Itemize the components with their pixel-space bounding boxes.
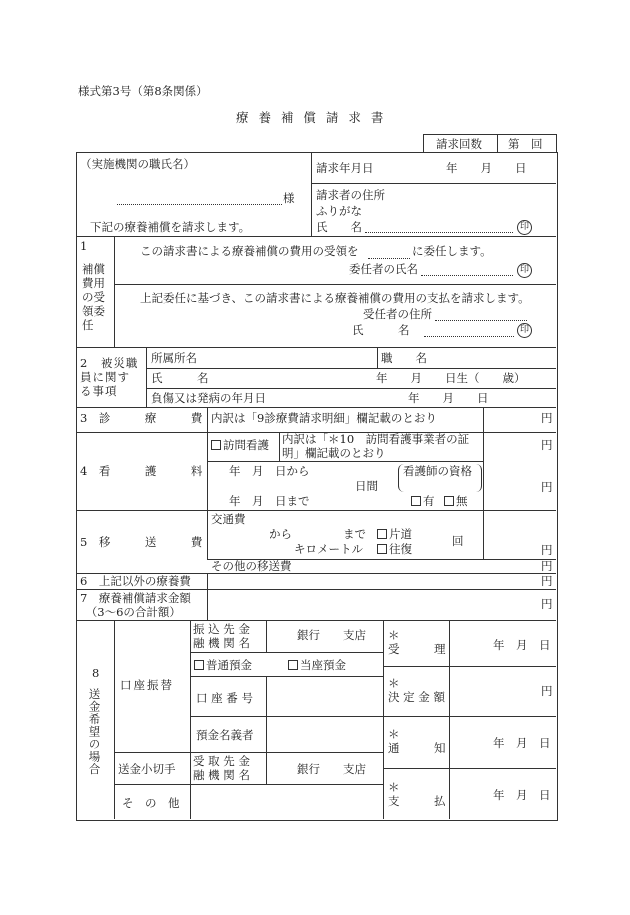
visiting-nursing-checkbox[interactable]: 訪問看護: [211, 440, 269, 452]
sec7-label: 7 療養補償請求金額 （3～6の合計額）: [80, 591, 191, 619]
injury-date-value[interactable]: 年 月 日: [408, 391, 489, 405]
delegatee-address-label: 受任者の住所: [363, 307, 432, 321]
seal-mark: 印: [517, 323, 532, 338]
dept-label: 所属所名: [151, 351, 197, 365]
account-number-label: 口 座 番 号: [196, 691, 253, 705]
period-from[interactable]: 年 月 日から: [229, 464, 310, 478]
form-title: 療 養 補 償 請 求 書: [236, 110, 387, 125]
decision-amount-label: ＊ 決 定 金 額: [388, 676, 445, 704]
sec8-number: 8: [92, 666, 100, 680]
period-to[interactable]: 年 月 日まで: [229, 494, 310, 508]
sec4-label: 4 看 護 料: [80, 464, 203, 478]
account-holder-label: 預金名義者: [196, 728, 254, 742]
address-label: 請求者の住所: [316, 188, 385, 202]
sec6-label: 6 上記以外の療養費: [80, 574, 191, 588]
yen-unit: 円: [541, 559, 553, 573]
sec3-label: 3 診 療 費: [80, 411, 203, 425]
delegator-name-field[interactable]: [421, 275, 513, 276]
receiving-bank-label: 受 取 先 金 融 機 関 名: [193, 754, 250, 782]
delegatee-name-field[interactable]: [424, 336, 514, 337]
roundtrip-checkbox[interactable]: 往復: [377, 544, 412, 556]
current-deposit-checkbox[interactable]: 当座預金: [288, 660, 346, 672]
sec8-label: 送金希望の場合: [87, 688, 102, 776]
yen-unit: 円: [541, 597, 553, 611]
org-name-field[interactable]: [117, 204, 282, 205]
payment-label: ＊ 支 払: [388, 780, 446, 808]
other-label: そ の 他: [122, 796, 180, 810]
seal-mark: 印: [517, 220, 532, 235]
qualification-yes[interactable]: 有: [411, 496, 435, 508]
other-transport-label: その他の移送費: [211, 559, 292, 573]
times-label: 回: [452, 534, 464, 548]
sec3-detail: 内訳は「9診療費請求明細」欄記載のとおり: [211, 411, 437, 425]
sec1-number: 1: [80, 239, 88, 253]
yen-unit: 円: [541, 574, 553, 588]
sec5-label: 5 移 送 費: [80, 535, 203, 549]
furigana-label: ふりがな: [316, 204, 362, 218]
injury-date-label: 負傷又は発病の年月日: [151, 391, 266, 405]
qualification-no[interactable]: 無: [444, 496, 468, 508]
transport-to[interactable]: まで: [343, 527, 366, 541]
transport-label: 交通費: [211, 512, 246, 526]
visiting-detail: 内訳は「＊10 訪問看護事業者の証 明」欄記載のとおり: [282, 432, 470, 460]
yen-unit: 円: [541, 684, 553, 698]
bank-label: 振 込 先 金 融 機 関 名: [193, 622, 250, 650]
sec1-line1b: に委任します。: [412, 244, 492, 258]
receipt-date[interactable]: 年 月 日: [493, 638, 551, 652]
employee-name-label: 氏 名: [151, 371, 209, 385]
sec2-label: 2 被災職 員に関す る事項: [80, 356, 139, 398]
sec1-line2: 上記委任に基づき、この請求書による療養補償の費用の支払を請求します。: [140, 291, 530, 305]
birth-date-value[interactable]: 年 月 日生（ 歳）: [376, 371, 526, 385]
delegatee-name-label: 氏 名: [352, 323, 410, 337]
qualification-label: 看護師の資格: [403, 464, 472, 478]
count-value: 第 回: [508, 137, 543, 151]
seal-mark: 印: [517, 263, 532, 278]
transport-from[interactable]: から: [269, 527, 292, 541]
delegate-field[interactable]: [368, 258, 410, 259]
org-label: （実施機関の職氏名）: [80, 157, 195, 171]
delegatee-address-field[interactable]: [435, 320, 527, 321]
yen-unit: 円: [541, 543, 553, 557]
claimant-name-field[interactable]: [365, 232, 513, 233]
yen-unit: 円: [541, 438, 553, 452]
request-date-label: 請求年月日: [316, 161, 374, 175]
position-label: 職 名: [381, 351, 427, 365]
request-date-value[interactable]: 年 月 日: [446, 161, 527, 175]
yen-unit: 円: [541, 480, 553, 494]
km-label: キロメートル: [294, 542, 363, 556]
bank-value[interactable]: 銀行 支店: [297, 628, 366, 642]
oneway-checkbox[interactable]: 片道: [377, 529, 412, 541]
request-text: 下記の療養補償を請求します。: [90, 220, 251, 234]
form-number: 様式第3号（第8条関係）: [78, 84, 208, 98]
notice-date[interactable]: 年 月 日: [493, 736, 551, 750]
receiving-bank-value[interactable]: 銀行 支店: [297, 762, 366, 776]
yen-unit: 円: [541, 411, 553, 425]
delegator-label: 委任者の氏名: [349, 262, 418, 276]
sec1-label: 補償 費用 の受 領委 任: [82, 262, 105, 332]
name-label: 氏 名: [316, 220, 362, 234]
receipt-label: ＊ 受 理: [388, 628, 446, 656]
sama-label: 様: [283, 191, 295, 205]
money-order-label: 送金小切手: [118, 762, 176, 776]
payment-date[interactable]: 年 月 日: [493, 788, 551, 802]
ordinary-deposit-checkbox[interactable]: 普通預金: [194, 660, 252, 672]
account-transfer-label: 口座振替: [120, 678, 174, 692]
sec1-line1a: この請求書による療養補償の費用の受領を: [140, 244, 359, 258]
period-days[interactable]: 日間: [355, 479, 378, 493]
count-label: 請求回数: [436, 137, 482, 151]
notice-label: ＊ 通 知: [388, 727, 446, 755]
